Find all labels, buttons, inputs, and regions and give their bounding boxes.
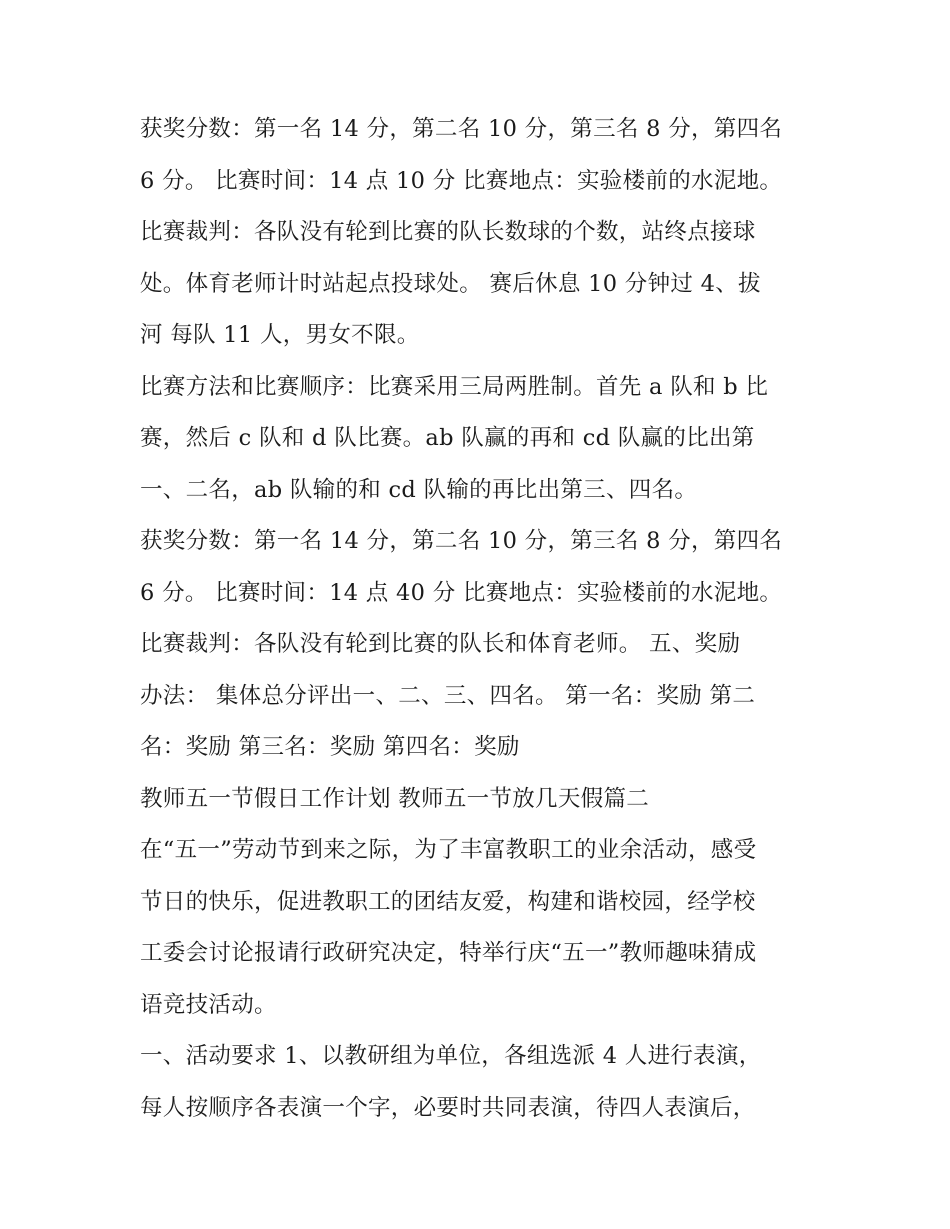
text-line: 比赛方法和比赛顺序：比赛采用三局两胜制。首先 a 队和 b 比	[140, 373, 769, 400]
text-line: 办法： 集体总分评出一、二、三、四名。 第一名：奖励 第二	[140, 682, 756, 709]
text-line: 语竞技活动。	[140, 991, 277, 1018]
text-line: 在“五一”劳动节到来之际，为了丰富教职工的业余活动，感受	[140, 837, 757, 863]
text-line: 赛，然后 c 队和 d 队比赛。ab 队赢的再和 cd 队赢的比出第	[140, 425, 755, 451]
text-line: 6 分。 比赛时间：14 点 10 分 比赛地点：实验楼前的水泥地。	[140, 167, 783, 194]
text-line: 节日的快乐，促进教职工的团结友爱，构建和谐校园，经学校	[140, 888, 756, 915]
text-line: 获奖分数：第一名 14 分，第二名 10 分，第三名 8 分，第四名	[140, 528, 783, 554]
text-line: 比赛裁判：各队没有轮到比赛的队长和体育老师。 五、奖励	[140, 631, 741, 657]
text-line: 6 分。 比赛时间：14 点 40 分 比赛地点：实验楼前的水泥地。	[140, 579, 783, 606]
text-line: 工委会讨论报请行政研究决定，特举行庆“五一”教师趣味猜成	[140, 940, 757, 966]
text-line: 每人按顺序各表演一个字，必要时共同表演，待四人表演后，	[140, 1094, 756, 1121]
text-line: 一、活动要求 1、以教研组为单位，各组选派 4 人进行表演，	[140, 1043, 762, 1069]
text-line: 获奖分数：第一名 14 分，第二名 10 分，第三名 8 分，第四名	[140, 116, 783, 142]
text-line: 处。体育老师计时站起点投球处。 赛后休息 10 分钟过 4、拔	[140, 270, 761, 297]
text-line: 一、二名，ab 队输的和 cd 队输的再比出第三、四名。	[140, 476, 698, 503]
text-line: 比赛裁判：各队没有轮到比赛的队长数球的个数，站终点接球	[140, 219, 756, 245]
document-body	[140, 110, 830, 1140]
section-heading: 教师五一节假日工作计划 教师五一节放几天假篇二	[140, 785, 650, 812]
text-line: 名：奖励 第三名：奖励 第四名：奖励	[140, 734, 520, 760]
text-line: 河 每队 11 人，男女不限。	[140, 322, 420, 348]
